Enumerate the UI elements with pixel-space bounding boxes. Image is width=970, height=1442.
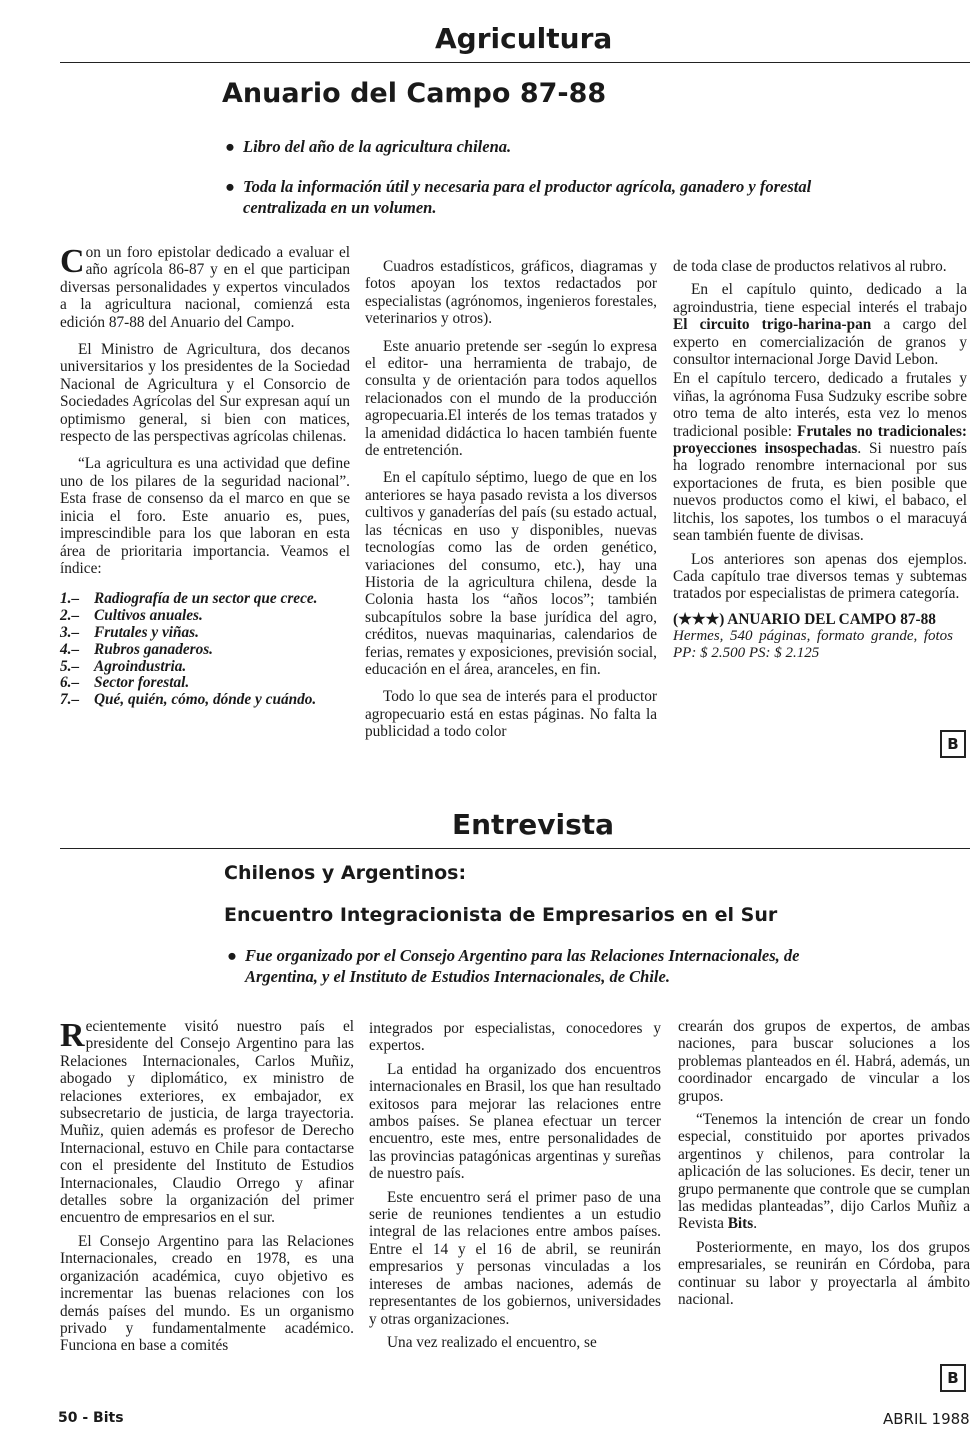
paragraph: La entidad ha organizado dos encuentros internacionales en Brasil, los que han resultado exitosos para mejorar las relaciones entre ambos países. Se planea efectuar un tercer encuentro, este mes, entre personalidades de las provincias patagónicas argentinas y sureñas de nuestro país. [369,1060,661,1183]
article-headline: Anuario del Campo 87-88 [222,78,607,109]
bold-title: El circuito trigo-harina-pan [673,316,872,334]
summary-bullet [225,176,833,218]
paragraph [60,1018,354,1227]
bold-title: Bits [727,1215,754,1233]
index-item: 1.– Radiografía de un sector que crece. [60,590,318,608]
article-column-1 [60,1018,354,1355]
article-column-3 [678,1018,970,1309]
paragraph: Este anuario pretende ser -según lo expresa el editor- una herramienta de trabajo, de consulta y de orientación para todos aquellos relacionados con el mundo de la producción agropecuaria.El interés de los temas tratados y la amenidad didáctica lo hacen también fuente de entretención. [365,337,657,460]
article-headline: Encuentro Integracionista de Empresarios en el Sur [224,904,778,926]
article-column-2 [365,258,657,741]
paragraph: En el capítulo tercero, dedicado a frutales y viñas, la agrónoma Fusa Sudzuky escribe sobre otro tema de alto interés, esta vez lo menos tradicional posible: Frutales no tradicionales: proyecciones insospechadas. Si nuestro país ha logrado renombre internacional por sus exportaciones de fruta, es bien posible que nuevos productos como el kiwi, el babaco, el litchis, los sapotes, los tumbos o el maracuyá sean también fuente de divisas. [673,370,967,545]
section-rule [60,62,970,63]
paragraph: “Tenemos la intención de crear un fondo especial, constituido por aportes privados argentinos y chilenos, para controlar la aplicación de las soluciones. Es decir, tener un grupo permanente que controle que se cumplan las medidas planteadas”, dijo Carlos Muñiz a Revista Bits. [678,1111,970,1233]
paragraph: crearán dos grupos de expertos, de ambas naciones, para buscar soluciones a los problemas planteados en él. Habrá, además, un coordinador encargado de vincular a los grupos. [678,1018,970,1105]
summary-text: Toda la información útil y necesaria para el productor agrícola, ganadero y forestal centralizada en un volumen. [243,177,812,217]
paragraph [60,244,350,331]
book-meta: Hermes, 540 páginas, formato grande, fotos PP: $ 2.500 PS: $ 2.125 [673,627,953,661]
book-title: (★★★) ANUARIO DEL CAMPO 87-88 [673,610,936,628]
section-title-entrevista: Entrevista [452,808,615,841]
article-column-3 [673,258,967,662]
paragraph: En el capítulo quinto, dedicado a la agroindustria, tiene especial interés el trabajo El circuito trigo-harina-pan a cargo del experto en comercialización de granos y consultor internacional Jorge David Lebon. [673,281,967,369]
summary-bullet [227,945,835,987]
bits-badge: B [940,1364,966,1392]
paragraph: de toda clase de productos relativos al rubro. [673,258,947,275]
paragraph: El Ministro de Agricultura, dos decanos universitarios y los presidentes de la Sociedad Nacional de Agricultura y el Consorcio de Sociedades Agrícolas del Sur expresan aquí un optimismo general, si bien con matices, respecto de las perspectivas agrícolas chilenas. [60,341,350,446]
index-list [60,591,350,709]
section-rule [60,848,970,849]
paragraph: En el capítulo séptimo, luego de que en los anteriores se haya pasado revista a los diversos cultivos y ganaderías del país (su estado actual, las técnicas en uso y disponibles, nuevas tecnologías como las de orden genético, variaciones del consumo, etc.), hay una Historia de la agricultura chilena, desde la Colonia hasta los “años locos”; también subcapítulos sobre la base jurídica del agro, créditos, nuevas maquinarias, calendarios de ferias, remates y exposiciones, previsión social, educación en el área, aranceles, en fin. [365,469,657,678]
bold-title: Frutales no tradicionales: proyecciones insospechadas [673,422,967,458]
bullet-dot-icon: ● [225,177,235,196]
article-column-2 [369,1020,661,1351]
drop-cap: R [60,1017,85,1054]
page-footer-right: ABRIL 1988 [883,1410,970,1428]
paragraph: Posteriormente, en mayo, los dos grupos empresariales, se reunirán en Córdoba, para continuar su labor y proyectarla al ámbito nacional. [678,1238,970,1309]
index-item: 7.– Qué, quién, cómo, dónde y cuándo. [60,691,317,709]
bullet-dot-icon: ● [227,946,237,965]
paragraph-text: on un foro epistolar dedicado a evaluar el año agrícola 86-87 y en el que participan diversas personalidades y expertos vinculados a la agricultura nacional, comienzá esta edición 87-88 del Anuario del Campo. [60,244,350,331]
article-kicker: Chilenos y Argentinos: [224,862,467,884]
paragraph: El Consejo Argentino para las Relaciones Internacionales, creado en 1978, es una organización académica, cuyo objetivo es incrementar las buenas relaciones con los demás países del mundo. Es un organismo privado y fundamentalmente académico. Funciona en base a comités [60,1232,354,1355]
index-item: 2.– Cultivos anuales. [60,607,203,625]
paragraph: “La agricultura es una actividad que define uno de los pilares de la seguridad nacional”. Esta frase de consenso da el marco en que se inicia el foro. Este anuario es, pues, imprescindible para los que laboran en esta área de prioritaria importancia. Veamos el índice: [60,455,350,577]
paragraph: Los anteriores son apenas dos ejemplos. Cada capítulo trae diversos temas y subtemas tratados por especialistas de primera categoría. [673,550,967,603]
index-item: 4.– Rubros ganaderos. [60,640,214,658]
summary-bullet [225,136,843,157]
drop-cap: C [60,243,85,280]
summary-text: Fue organizado por el Consejo Argentino para las Relaciones Internacionales, de Argentina, y el Instituto de Estudios Internacionales, de Chile. [245,946,800,986]
paragraph-text: ecientemente visitó nuestro país el presidente del Consejo Argentino para las Relaciones Internacionales, Carlos Muñiz, abogado y diplomático, ex ministro de relaciones exteriores, ex embajador, ex subsecretario de justicia, de larga trayectoria. Muñiz, quien además es profesor de Derecho Internacional, estuvo en Chile para contactarse con el presidente del Instituto de Estudios Internacionales, Claudio Orrego y afinar detalles sobre la organización del primer encuentro de empresarios en el sur. [60,1018,354,1227]
paragraph: Una vez realizado el encuentro, se [387,1333,597,1351]
bullet-dot-icon: ● [225,137,235,156]
summary-text: Libro del año de la agricultura chilena. [243,137,512,156]
paragraph: Todo lo que sea de interés para el productor agropecuario está en estas páginas. No falta la publicidad a todo color [365,688,657,741]
paragraph: Cuadros estadísticos, gráficos, diagramas y fotos apoyan los textos redactados por especialistas (agrónomos, ingenieros forestales, veterinarios y otros). [365,258,657,328]
paragraph: Este encuentro será el primer paso de una serie de reuniones tendientes a un estudio integral de las relaciones entre ambos países. Entre el 14 y el 16 de abril, se reunirán empresarios y personas vinculadas a los intereses de ambas naciones, además de representantes de los gobiernos, universidades y otras organizaciones. [369,1188,661,1328]
bits-badge: B [940,730,966,758]
section-title-agricultura: Agricultura [435,22,613,55]
index-item: 3.– Frutales y viñas. [60,623,199,641]
paragraph: integrados por especialistas, conocedores y expertos. [369,1020,661,1055]
index-item: 5.– Agroindustria. [60,657,187,675]
index-item: 6.– Sector forestal. [60,674,190,692]
page-footer-left: 50 - Bits [58,1410,124,1426]
article-column-1 [60,244,350,709]
